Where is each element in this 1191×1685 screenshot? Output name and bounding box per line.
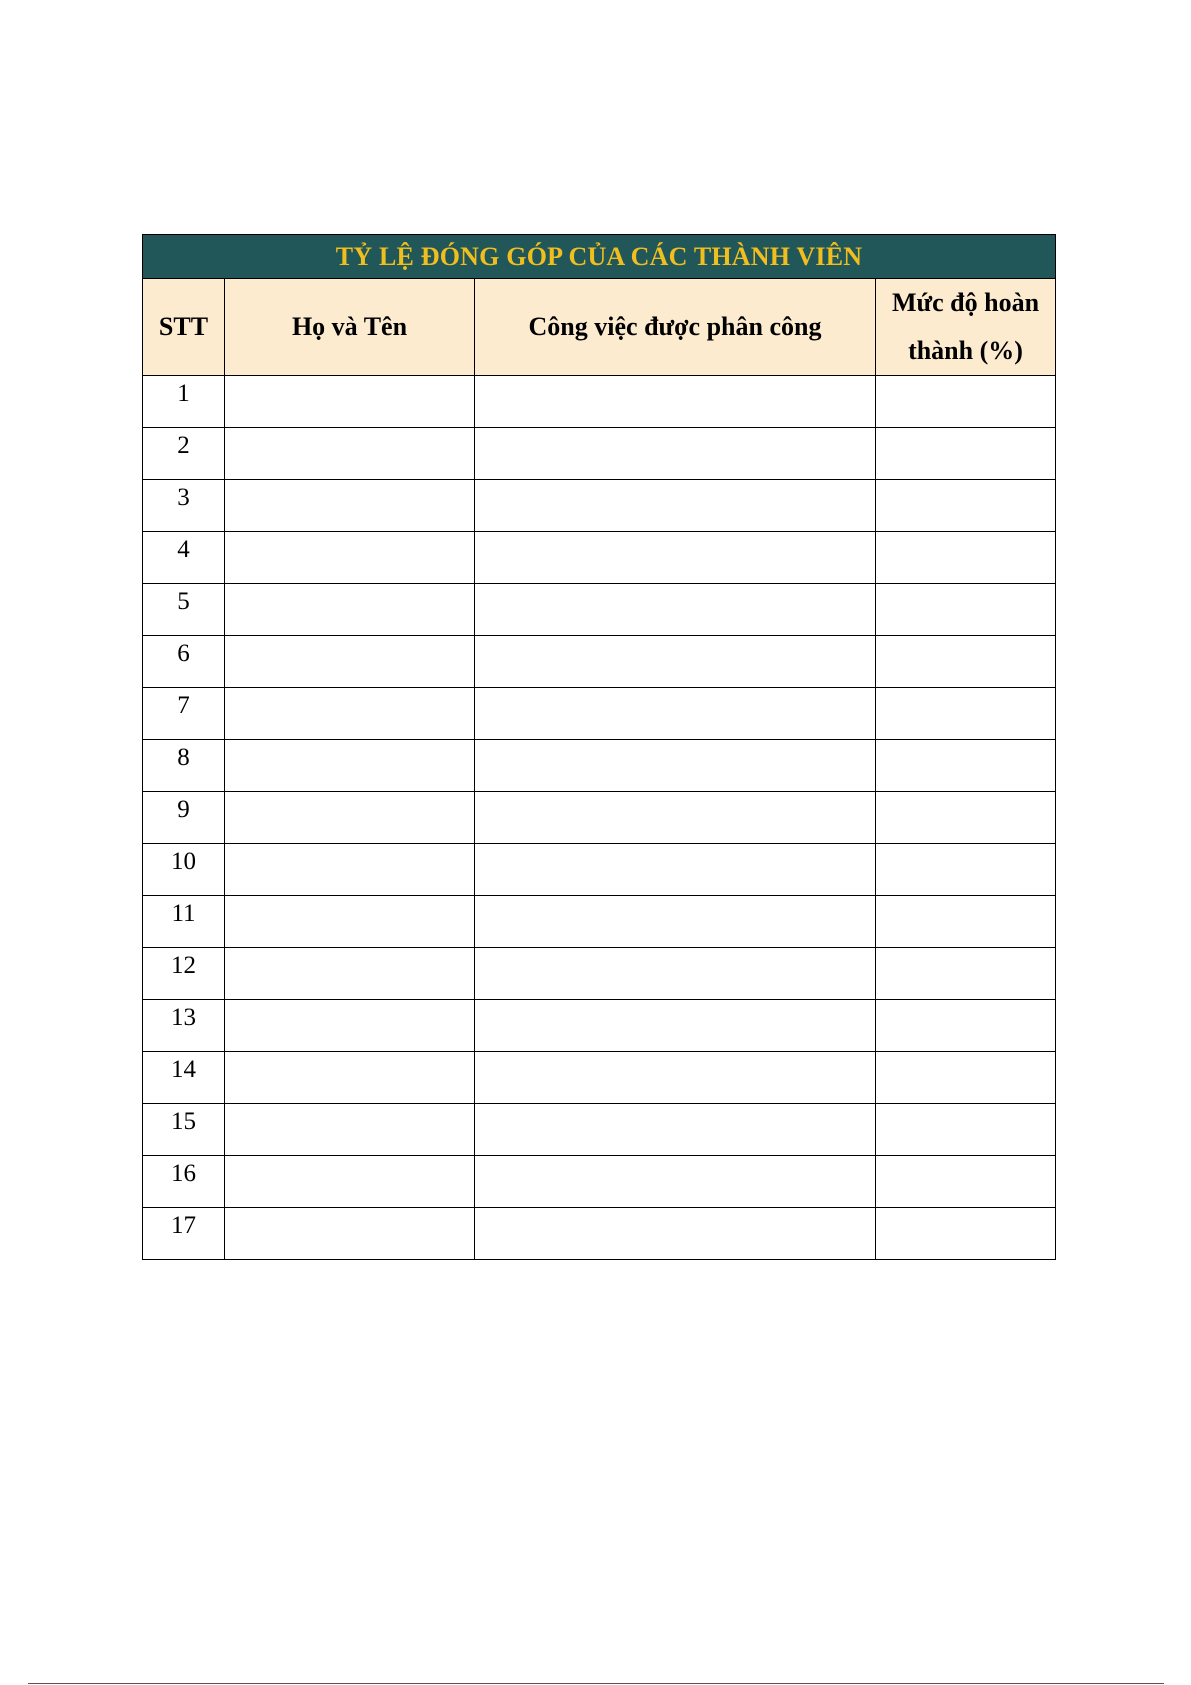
cell-task[interactable] xyxy=(475,584,876,636)
table-row xyxy=(143,896,1056,948)
cell-completion[interactable] xyxy=(876,948,1056,1000)
table-row xyxy=(143,376,1056,428)
table-row xyxy=(143,636,1056,688)
cell-stt: 4 xyxy=(143,532,225,584)
cell-task[interactable] xyxy=(475,636,876,688)
cell-completion[interactable] xyxy=(876,1208,1056,1260)
cell-task[interactable] xyxy=(475,740,876,792)
member-contribution-table xyxy=(142,234,1056,1260)
cell-stt: 10 xyxy=(143,844,225,896)
cell-completion[interactable] xyxy=(876,688,1056,740)
cell-stt: 1 xyxy=(143,376,225,428)
table-row xyxy=(143,1208,1056,1260)
header-completion-line1: Mức độ hoàn xyxy=(891,288,1040,317)
cell-task[interactable] xyxy=(475,1000,876,1052)
cell-task[interactable] xyxy=(475,1208,876,1260)
header-completion-line2: thành (%) xyxy=(908,336,1023,365)
table-row xyxy=(143,428,1056,480)
cell-name[interactable] xyxy=(225,636,475,688)
cell-task[interactable] xyxy=(475,948,876,1000)
cell-name[interactable] xyxy=(225,844,475,896)
cell-task[interactable] xyxy=(475,792,876,844)
page-bottom-rule xyxy=(28,1683,1164,1684)
cell-name[interactable] xyxy=(225,688,475,740)
cell-name[interactable] xyxy=(225,480,475,532)
table-body xyxy=(143,376,1056,1260)
cell-stt: 8 xyxy=(143,740,225,792)
cell-stt: 7 xyxy=(143,688,225,740)
table-row xyxy=(143,1104,1056,1156)
cell-stt: 14 xyxy=(143,1052,225,1104)
cell-name[interactable] xyxy=(225,376,475,428)
table-row xyxy=(143,1156,1056,1208)
table-title: TỶ LỆ ĐÓNG GÓP CỦA CÁC THÀNH VIÊN xyxy=(143,235,1056,279)
cell-completion[interactable] xyxy=(876,532,1056,584)
table-header-row xyxy=(143,279,1056,376)
cell-stt: 5 xyxy=(143,584,225,636)
cell-task[interactable] xyxy=(475,1156,876,1208)
cell-task[interactable] xyxy=(475,532,876,584)
cell-stt: 6 xyxy=(143,636,225,688)
cell-stt: 16 xyxy=(143,1156,225,1208)
cell-name[interactable] xyxy=(225,896,475,948)
cell-name[interactable] xyxy=(225,740,475,792)
table-row xyxy=(143,480,1056,532)
table-row xyxy=(143,584,1056,636)
table-row xyxy=(143,740,1056,792)
cell-completion[interactable] xyxy=(876,1104,1056,1156)
cell-task[interactable] xyxy=(475,896,876,948)
cell-completion[interactable] xyxy=(876,896,1056,948)
cell-name[interactable] xyxy=(225,1000,475,1052)
table-row xyxy=(143,792,1056,844)
cell-name[interactable] xyxy=(225,1156,475,1208)
cell-completion[interactable] xyxy=(876,740,1056,792)
cell-task[interactable] xyxy=(475,688,876,740)
header-stt: STT xyxy=(143,279,225,376)
table-row xyxy=(143,532,1056,584)
table-row xyxy=(143,844,1056,896)
table-row xyxy=(143,948,1056,1000)
cell-task[interactable] xyxy=(475,480,876,532)
cell-completion[interactable] xyxy=(876,1156,1056,1208)
cell-completion[interactable] xyxy=(876,1000,1056,1052)
table-title-row xyxy=(143,235,1056,279)
table-row xyxy=(143,1052,1056,1104)
table-row xyxy=(143,1000,1056,1052)
cell-completion[interactable] xyxy=(876,428,1056,480)
table-row xyxy=(143,688,1056,740)
cell-stt: 3 xyxy=(143,480,225,532)
cell-name[interactable] xyxy=(225,948,475,1000)
cell-completion[interactable] xyxy=(876,792,1056,844)
cell-completion[interactable] xyxy=(876,844,1056,896)
cell-task[interactable] xyxy=(475,1052,876,1104)
cell-stt: 13 xyxy=(143,1000,225,1052)
cell-stt: 17 xyxy=(143,1208,225,1260)
cell-completion[interactable] xyxy=(876,480,1056,532)
cell-stt: 2 xyxy=(143,428,225,480)
cell-stt: 11 xyxy=(143,896,225,948)
cell-name[interactable] xyxy=(225,792,475,844)
cell-name[interactable] xyxy=(225,1208,475,1260)
cell-completion[interactable] xyxy=(876,1052,1056,1104)
cell-task[interactable] xyxy=(475,1104,876,1156)
header-name: Họ và Tên xyxy=(225,279,475,376)
cell-stt: 15 xyxy=(143,1104,225,1156)
header-task: Công việc được phân công xyxy=(475,279,876,376)
cell-name[interactable] xyxy=(225,584,475,636)
cell-task[interactable] xyxy=(475,844,876,896)
cell-stt: 9 xyxy=(143,792,225,844)
cell-name[interactable] xyxy=(225,1052,475,1104)
header-completion xyxy=(876,279,1056,376)
cell-task[interactable] xyxy=(475,428,876,480)
cell-completion[interactable] xyxy=(876,584,1056,636)
cell-name[interactable] xyxy=(225,428,475,480)
cell-stt: 12 xyxy=(143,948,225,1000)
cell-completion[interactable] xyxy=(876,376,1056,428)
cell-completion[interactable] xyxy=(876,636,1056,688)
cell-name[interactable] xyxy=(225,532,475,584)
cell-name[interactable] xyxy=(225,1104,475,1156)
cell-task[interactable] xyxy=(475,376,876,428)
